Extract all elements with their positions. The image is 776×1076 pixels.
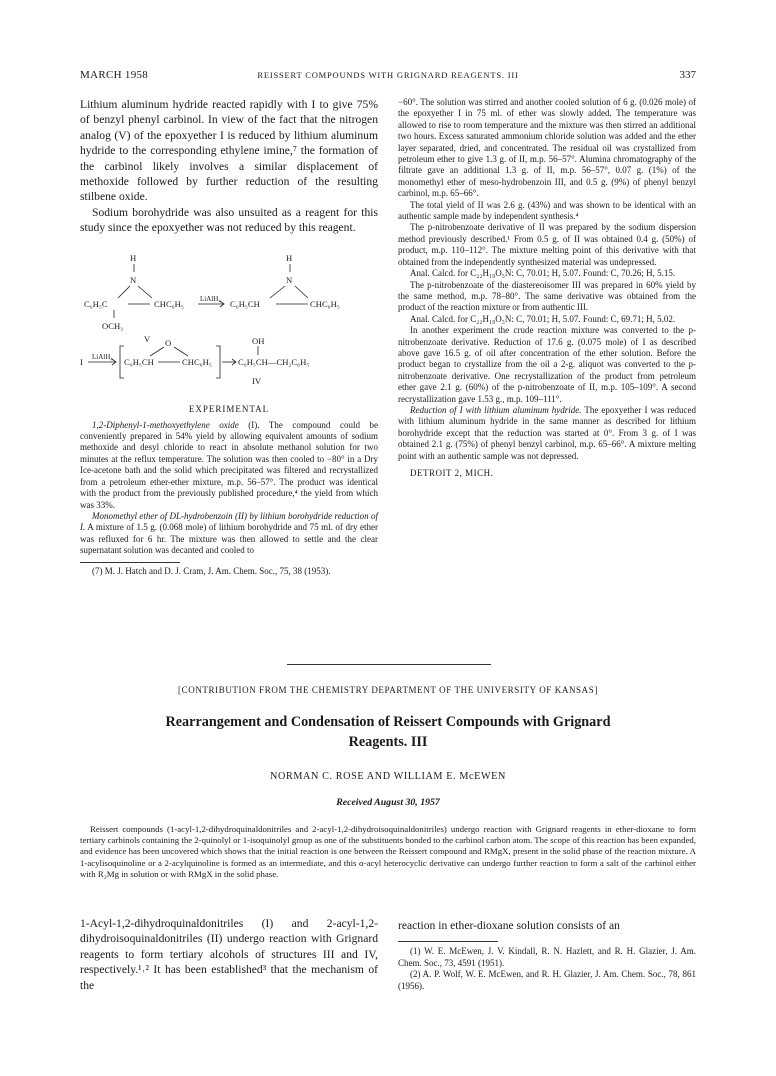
paragraph: In another experiment the crude reaction mixture was converted to the p-nitrobenzoate derivative. Reduction of 17.6 g. (0.075 mole) of I as described above gave 16.5 g. of oil after concentration of the ether solution. Before the product began to crystallize from the oil a 2-g. aliquot was converted to the p-nitrobenzoate derivative. One recrystallization of the product from petroleum ether gave 2.1 g. (60%) of the p-nitrobenzoate of II, m.p. 105–109°. A second recrystallization gave 1.53 g., m.p. 109–111°. (398, 325, 696, 404)
title-line: Rearrangement and Condensation of Reissert Compounds with Grignard (165, 714, 611, 730)
paragraph (80, 420, 378, 511)
n-atom-right: N (286, 274, 293, 285)
abstract: Reissert compounds (1-acyl-1,2-dihydroquinaldonitriles and 2-acyl-1,2-dihydroisoquinaldonitriles) undergo reaction with Grignard reagents in ether-dioxane to form tertiary carbinols containing the 2-quinolyl or 1-isoquinolyl group as one of the substituents bonded to the carbinol carbon atom. The scope of this reaction has been expanded, and evidence has been uncovered which shows that the initial reaction is one between the Reissert compound and RMgX, present in the solid phase of the reaction mixture. A 1-acylisoquinoline or a 2-acylquinoline is formed as an intermediate, and this α-acyl heterocyclic derivative can undergo further reaction to form a salt of the carbinol either with R₂Mg in solution or with RMgX in the solid phase. (80, 824, 696, 879)
intro-paragraph: 1-Acyl-1,2-dihydroquinaldonitriles (I) and 2-acyl-1,2-dihydroisoquinaldonitriles (II) undergo reaction with Grignard reagents to form tertiary alcohols of structures III and IV, respectively.¹˒² It has been established³ that the mechanism of the (80, 917, 378, 992)
article-title (80, 712, 696, 752)
compound-label-iv: IV (252, 375, 262, 386)
received-date: Received August 30, 1957 (336, 797, 440, 808)
contribution-line: [CONTRIBUTION FROM THE CHEMISTRY DEPARTMENT OF THE UNIVERSITY OF KANSAS] (178, 685, 598, 695)
paragraph: The p-nitrobenzoate derivative of II was prepared by the sodium dispersion method previously described.¹ From 0.5 g. of II was obtained 0.4 g. (50%) of product, m.p. 110–112°. The mixture melting point of this derivative with that obtained from the independently synthesized material was undepressed. (398, 222, 696, 267)
page-number: 337 (679, 69, 696, 81)
intro-right-column (398, 918, 696, 992)
header-title: REISSERT COMPOUNDS WITH GRIGNARD REAGENTS. III (257, 70, 519, 80)
paragraph: Sodium borohydride was also unsuited as a reagent for this study since the epoxyether was not reduced by this reagent. (80, 205, 378, 235)
product-carbinol: C₆H₅CH—CH₂C₆H₅ (238, 356, 310, 367)
paragraph (398, 405, 696, 462)
left-column (80, 97, 378, 577)
h-atom-left: H (130, 252, 137, 263)
scheme-bonds (80, 242, 378, 398)
c6h5ch-group: C₆H₅CH (230, 298, 260, 309)
paragraph-run-title: Reduction of I with lithium aluminum hydride. (410, 404, 582, 415)
authors: NORMAN C. ROSE AND WILLIAM E. McEWEN (270, 771, 506, 782)
title-line: Reagents. III (348, 734, 428, 750)
compound-label-i: I (80, 356, 83, 367)
reaction-scheme (80, 242, 378, 398)
footnote: (2) A. P. Wolf, W. E. McEwen, and R. H. Glazier, J. Am. Chem. Soc., 78, 861 (1956). (398, 969, 696, 991)
right-column (398, 97, 696, 478)
analysis: Anal. Calcd. for C₂₂H₁₉O₅N: C, 70.01; H, 5.07. Found: C, 70.26; H, 5.15. (410, 268, 676, 279)
footnote-rule (398, 941, 498, 942)
footnote: (1) W. E. McEwen, J. V. Kindall, R. N. Hazlett, and R. H. Glazier, J. Am. Chem. Soc., 73, 4591 (1951). (398, 946, 696, 968)
header-date: MARCH 1958 (80, 69, 149, 81)
o-atom: O (165, 337, 172, 348)
paragraph: The total yield of II was 2.6 g. (43%) and was shown to be identical with an authentic sample made by independent synthesis.⁴ (398, 199, 696, 222)
paragraph-run-title: 1,2-Diphenyl-1-methoxyethylene oxide (92, 419, 239, 430)
c6h5c-group: C₆H₅C (84, 298, 108, 309)
chc6h5-group: CHC₆H₅ (182, 356, 212, 367)
experimental-heading: EXPERIMENTAL (188, 403, 270, 414)
running-head (80, 69, 696, 83)
analysis: Anal. Calcd. for C₂₂H₁₉O₅N: C, 70.01; H, 5.07. Found: C, 69.71; H, 5.02. (410, 313, 676, 324)
och3-group: OCH₃ (102, 320, 124, 331)
paragraph-body: The epoxyether I was reduced with lithium aluminum hydride in the same manner as described for lithium borohydride except that the reduction was started at 0°. From 3 g. of I was obtained 2.1 g. (75%) of phenyl benzyl carbinol, m.p. 65–66°. A mixture melting point with an authentic sample was not depressed. (398, 404, 696, 461)
chc6h5-group: CHC₆H₅ (310, 298, 340, 309)
footnote: (7) M. J. Hatch and D. J. Cram, J. Am. Chem. Soc., 75, 38 (1953). (92, 565, 331, 576)
location-signature: DETROIT 2, MICH. (410, 468, 494, 478)
paragraph-body: (I). The compound could be conveniently prepared in 54% yield by allowing equivalent amounts of sodium methoxide and desyl chloride to react in absolute methanol solution for two minutes at the reflux temperature. The solution was then cooled to −80° in a Dry Ice-acetone bath and the solid which precipitated was filtered and recrystallized from a petroleum ether-ether mixture, m.p. 56–57°. The product was identical with the product from the previously published procedure,⁴ the yield from which was 33%. (80, 419, 378, 510)
paragraph (80, 511, 378, 557)
c6h5ch-group: C₆H₅CH (124, 356, 154, 367)
h-atom-right: H (286, 252, 293, 263)
footnote-rule (80, 562, 180, 563)
paragraph-run-title: Monomethyl ether of DL-hydrobenzoin (II) by lithium borohydride reduction of I. (80, 510, 378, 533)
chc6h5-group: CHC₆H₅ (154, 298, 184, 309)
article-separator (287, 664, 491, 665)
paragraph-body: A mixture of 1.5 g. (0.068 mole) of lithium borohydride and 75 ml. of dry ether was refluxed for 6 hr. The mixture was then allowed to settle and the clear supernatant solution was decanted and cooled to (80, 522, 378, 556)
intro-paragraph: reaction in ether-dioxane solution consists of an (398, 919, 620, 932)
n-atom-left: N (130, 274, 137, 285)
oh-group: OH (252, 335, 265, 346)
reagent-lialh4: LiAlH₄ (200, 294, 221, 303)
paragraph: Lithium aluminum hydride reacted rapidly with I to give 75% of benzyl phenyl carbinol. In view of the fact that the nitrogen analog (V) of the epoxyether I is reduced by lithium aluminum hydride to the corresponding ethylene imine,⁷ the formation of the carbinol likely involves a similar displacement of methoxide followed by further reduction of the resulting stilbene oxide. (80, 98, 378, 204)
compound-label-v: V (144, 333, 151, 344)
reagent-lialh4: LiAlH₄ (92, 352, 113, 361)
paragraph: −60°. The solution was stirred and another cooled solution of 6 g. (0.026 mole) of the epoxyether I in 75 ml. of ether was slowly added. The temperature was allowed to rise to room temperature and the mixture was then stirred an additional two hours. Excess saturated ammonium chloride solution was added and the ether layer separated, dried, and concentrated. The residual oil was crystallized from petroleum ether to give 1.3 g. of II, m.p. 56–57°. Alumina chromatography of the filtrate gave an additional 1.3 g. of II, m.p. 56–57°, 0.07 g. (1%) of the monomethyl ether of meso-hydrobenzoin III, and 0.5 g. (9%) of phenyl benzyl carbinol, m.p. 65–66°. (398, 97, 696, 199)
paragraph: The p-nitrobenzoate of the diastereoisomer III was prepared in 60% yield by the same method, m.p. 78–80°. The same derivative was obtained from the product of the reaction mixture or from authentic III. (398, 279, 696, 313)
intro-left-column (80, 916, 378, 993)
